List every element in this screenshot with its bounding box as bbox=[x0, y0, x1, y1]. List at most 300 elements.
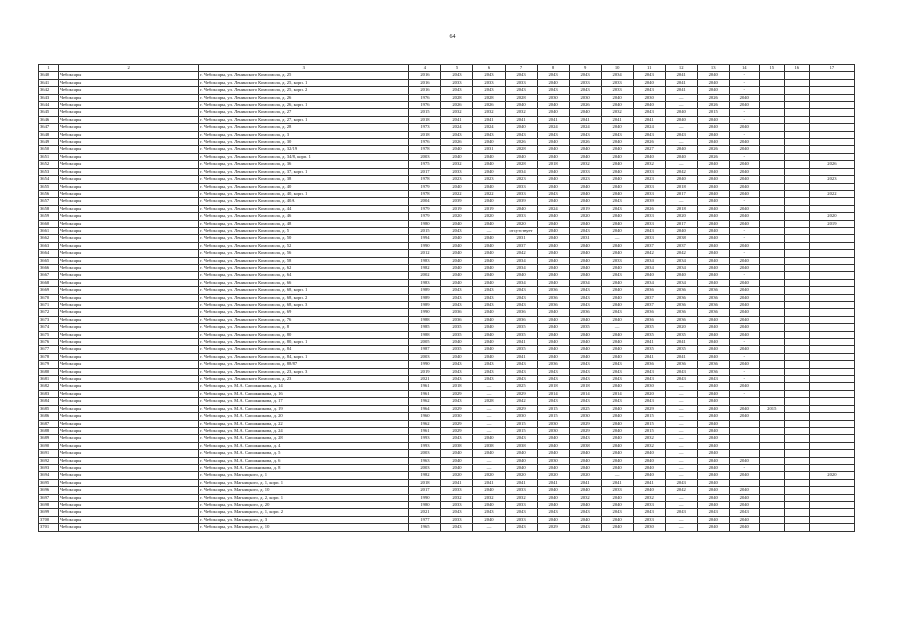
table-cell: 2040 bbox=[601, 524, 633, 531]
table-cell bbox=[784, 420, 809, 427]
table-cell bbox=[809, 494, 854, 501]
table-cell: 1990 bbox=[409, 242, 441, 249]
column-header: 7 bbox=[505, 65, 537, 72]
table-cell: 2043 bbox=[665, 479, 697, 486]
table-cell: 2034 bbox=[633, 264, 665, 271]
table-cell: г. Чебоксары, ул. Магницкого, д. 1, корп. 2 bbox=[199, 509, 409, 516]
table-cell bbox=[809, 450, 854, 457]
table-cell: 2036 bbox=[665, 361, 697, 368]
table-cell: 3659 bbox=[39, 213, 59, 220]
table-cell: 2040 bbox=[697, 442, 729, 449]
table-cell bbox=[809, 524, 854, 531]
table-cell: 2024 bbox=[633, 124, 665, 131]
table-cell: 2036 bbox=[441, 309, 473, 316]
table-cell: - bbox=[729, 339, 759, 346]
table-cell bbox=[759, 220, 784, 227]
table-cell: 2040 bbox=[473, 198, 505, 205]
table-cell: 1988 bbox=[409, 331, 441, 338]
table-row bbox=[39, 124, 855, 131]
table-cell bbox=[759, 339, 784, 346]
table-cell: 2041 bbox=[505, 479, 537, 486]
table-cell: 3665 bbox=[39, 257, 59, 264]
table-cell: 2040 bbox=[601, 405, 633, 412]
table-cell bbox=[729, 420, 759, 427]
table-row bbox=[39, 501, 855, 508]
table-cell: 2040 bbox=[601, 413, 633, 420]
table-cell bbox=[784, 153, 809, 160]
table-row bbox=[39, 376, 855, 383]
table-cell: 2040 bbox=[601, 153, 633, 160]
table-cell bbox=[784, 190, 809, 197]
table-cell: 2020 bbox=[441, 213, 473, 220]
table-cell: Чебоксары bbox=[59, 124, 199, 131]
table-cell bbox=[759, 153, 784, 160]
table-cell: 2040 bbox=[601, 331, 633, 338]
table-cell bbox=[759, 287, 784, 294]
table-row bbox=[39, 190, 855, 197]
table-cell: 2040 bbox=[697, 346, 729, 353]
table-cell: 2040 bbox=[601, 383, 633, 390]
table-cell: 2033 bbox=[569, 168, 601, 175]
table-cell: г. Чебоксары, ул. Ленинского Комсомола, д. 88/87 bbox=[199, 361, 409, 368]
table-cell: 2022 bbox=[473, 190, 505, 197]
table-cell: 2043 bbox=[441, 131, 473, 138]
table-cell: 2023 bbox=[473, 176, 505, 183]
table-cell: Чебоксары bbox=[59, 139, 199, 146]
table-cell: 2019 bbox=[809, 220, 854, 227]
table-cell bbox=[784, 102, 809, 109]
table-cell: 3674 bbox=[39, 324, 59, 331]
table-cell bbox=[784, 324, 809, 331]
table-cell: г. Чебоксары, ул. Ленинского Комсомола, д. 26, корп. 1 bbox=[199, 102, 409, 109]
table-cell: 2040 bbox=[601, 242, 633, 249]
table-cell bbox=[809, 124, 854, 131]
table-cell: 2036 bbox=[537, 361, 569, 368]
table-cell: 3652 bbox=[39, 161, 59, 168]
table-cell: 1965 bbox=[409, 524, 441, 531]
table-cell: 3683 bbox=[39, 390, 59, 397]
table-cell bbox=[784, 487, 809, 494]
table-cell bbox=[759, 102, 784, 109]
table-cell bbox=[759, 464, 784, 471]
table-cell: 2040 bbox=[633, 472, 665, 479]
table-cell: г. Чебоксары, ул. Ленинского Комсомола, д. 5 bbox=[199, 227, 409, 234]
table-cell: — bbox=[665, 464, 697, 471]
table-cell: г. Чебоксары, ул. Магницкого, д. 3 bbox=[199, 516, 409, 523]
table-cell: 2040 bbox=[441, 272, 473, 279]
table-cell: 2041 bbox=[473, 479, 505, 486]
table-cell: 3701 bbox=[39, 524, 59, 531]
table-cell: г. Чебоксары, ул. Ленинского Комсомола, д. 80, корп. 1 bbox=[199, 339, 409, 346]
table-cell: 2040 bbox=[697, 79, 729, 86]
table-cell: 2031 bbox=[505, 235, 537, 242]
table-cell: 1962 bbox=[409, 398, 441, 405]
table-cell: 2040 bbox=[729, 124, 759, 131]
table-cell: 2040 bbox=[729, 161, 759, 168]
table-cell: 2033 bbox=[633, 235, 665, 242]
table-cell: Чебоксары bbox=[59, 250, 199, 257]
table-cell: 2040 bbox=[697, 339, 729, 346]
table-cell: 2041 bbox=[537, 479, 569, 486]
table-cell: 3667 bbox=[39, 272, 59, 279]
table-cell: 2040 bbox=[729, 487, 759, 494]
table-cell: 2026 bbox=[697, 102, 729, 109]
table-cell bbox=[809, 420, 854, 427]
table-cell: 2040 bbox=[537, 346, 569, 353]
table-cell: 2033 bbox=[505, 190, 537, 197]
table-cell bbox=[759, 116, 784, 123]
table-cell: 2043 bbox=[505, 131, 537, 138]
table-cell bbox=[809, 146, 854, 153]
table-cell: 2042 bbox=[665, 168, 697, 175]
table-cell: 3689 bbox=[39, 435, 59, 442]
table-row bbox=[39, 79, 855, 86]
table-cell: 2041 bbox=[505, 339, 537, 346]
table-cell bbox=[809, 413, 854, 420]
table-cell: 2033 bbox=[633, 213, 665, 220]
table-cell: 2040 bbox=[473, 487, 505, 494]
table-cell bbox=[759, 361, 784, 368]
table-row bbox=[39, 161, 855, 168]
table-cell: 2043 bbox=[505, 294, 537, 301]
column-header: 14 bbox=[729, 65, 759, 72]
table-cell: 2036 bbox=[537, 294, 569, 301]
table-cell: 2040 bbox=[697, 124, 729, 131]
table-cell: г. Чебоксары, ул. Ленинского Комсомола, д. 40А bbox=[199, 198, 409, 205]
table-cell: 2043 bbox=[633, 398, 665, 405]
table-cell: 2043 bbox=[441, 294, 473, 301]
table-cell bbox=[809, 324, 854, 331]
table-cell: 1976 bbox=[409, 102, 441, 109]
table-cell: 2043 bbox=[537, 190, 569, 197]
table-cell: 2040 bbox=[473, 257, 505, 264]
table-cell: 2043 bbox=[441, 302, 473, 309]
table-cell: 2040 bbox=[473, 309, 505, 316]
table-cell: 2029 bbox=[441, 405, 473, 412]
table-cell bbox=[784, 109, 809, 116]
table-cell: 2024 bbox=[537, 205, 569, 212]
table-cell: 2040 bbox=[633, 464, 665, 471]
table-cell: 2040 bbox=[537, 102, 569, 109]
table-cell: 3649 bbox=[39, 139, 59, 146]
table-cell: Чебоксары bbox=[59, 294, 199, 301]
table-cell: 2040 bbox=[537, 324, 569, 331]
table-cell bbox=[809, 153, 854, 160]
table-cell: Чебоксары bbox=[59, 383, 199, 390]
table-cell: 2040 bbox=[697, 139, 729, 146]
table-cell: 2023 bbox=[633, 176, 665, 183]
table-cell: г. Чебоксары, ул. Ленинского Комсомола, д. 44 bbox=[199, 205, 409, 212]
table-cell: 2041 bbox=[665, 72, 697, 79]
table-cell: 2032 bbox=[601, 109, 633, 116]
table-cell: — bbox=[473, 427, 505, 434]
table-cell: Чебоксары bbox=[59, 264, 199, 271]
table-cell bbox=[809, 279, 854, 286]
table-cell: 2040 bbox=[729, 331, 759, 338]
table-row bbox=[39, 516, 855, 523]
table-cell: 2040 bbox=[729, 294, 759, 301]
table-cell: 2028 bbox=[505, 161, 537, 168]
table-cell: 2041 bbox=[633, 353, 665, 360]
table-cell: 3681 bbox=[39, 376, 59, 383]
table-cell bbox=[784, 435, 809, 442]
table-cell: 2040 bbox=[601, 287, 633, 294]
table-cell: 2036 bbox=[441, 316, 473, 323]
table-cell: г. Чебоксары, ул. М.А. Сапожникова, д. 17 bbox=[199, 398, 409, 405]
table-row bbox=[39, 368, 855, 375]
table-cell: 2033 bbox=[505, 79, 537, 86]
table-cell: 2040 bbox=[441, 264, 473, 271]
table-cell: 2027 bbox=[633, 146, 665, 153]
table-cell: 2026 bbox=[697, 146, 729, 153]
table-cell: 2014 bbox=[601, 390, 633, 397]
table-cell: - bbox=[729, 87, 759, 94]
table-cell: Чебоксары bbox=[59, 324, 199, 331]
table-row bbox=[39, 457, 855, 464]
table-cell: 2043 bbox=[473, 87, 505, 94]
table-cell: - bbox=[729, 390, 759, 397]
table-row bbox=[39, 250, 855, 257]
table-cell bbox=[759, 457, 784, 464]
table-cell: 2022 bbox=[441, 190, 473, 197]
table-cell bbox=[809, 516, 854, 523]
table-cell: 2040 bbox=[665, 176, 697, 183]
table-cell bbox=[759, 72, 784, 79]
table-cell: 2014 bbox=[569, 390, 601, 397]
table-cell bbox=[784, 405, 809, 412]
table-cell: 2042 bbox=[665, 487, 697, 494]
table-cell: 2042 bbox=[505, 250, 537, 257]
table-cell: 2030 bbox=[537, 457, 569, 464]
table-cell bbox=[759, 509, 784, 516]
table-cell: 2016 bbox=[409, 87, 441, 94]
table-cell: 2039 bbox=[633, 198, 665, 205]
table-cell: 1973 bbox=[409, 124, 441, 131]
table-row bbox=[39, 524, 855, 531]
table-cell: - bbox=[729, 227, 759, 234]
table-cell: 2018 bbox=[441, 383, 473, 390]
table-cell: г. Чебоксары, ул. Магницкого, д. 10 bbox=[199, 487, 409, 494]
table-cell: — bbox=[665, 442, 697, 449]
table-cell: г. Чебоксары, ул. М.А. Сапожникова, д. 14 bbox=[199, 383, 409, 390]
table-cell bbox=[759, 242, 784, 249]
table-cell: 2040 bbox=[729, 102, 759, 109]
table-cell bbox=[784, 183, 809, 190]
table-cell: 2040 bbox=[601, 427, 633, 434]
table-cell: — bbox=[665, 94, 697, 101]
table-cell: 2040 bbox=[697, 324, 729, 331]
table-cell bbox=[759, 139, 784, 146]
table-cell: 2043 bbox=[537, 398, 569, 405]
table-cell: 2040 bbox=[537, 139, 569, 146]
table-cell: Чебоксары bbox=[59, 442, 199, 449]
table-cell: 2037 bbox=[633, 294, 665, 301]
table-cell: 2038 bbox=[473, 442, 505, 449]
table-cell: Чебоксары bbox=[59, 183, 199, 190]
table-cell: Чебоксары bbox=[59, 464, 199, 471]
table-cell bbox=[759, 190, 784, 197]
table-cell: 2015 bbox=[537, 405, 569, 412]
table-cell: 2040 bbox=[729, 190, 759, 197]
table-cell: 2041 bbox=[633, 339, 665, 346]
table-cell: 2040 bbox=[601, 457, 633, 464]
table-row bbox=[39, 302, 855, 309]
table-cell: 2019 bbox=[569, 205, 601, 212]
table-row bbox=[39, 450, 855, 457]
table-cell: 2028 bbox=[473, 398, 505, 405]
table-cell: г. Чебоксары, ул. Ленинского Комсомола, д. 32/19 bbox=[199, 146, 409, 153]
table-cell: 2041 bbox=[505, 353, 537, 360]
table-cell: 2040 bbox=[633, 153, 665, 160]
table-cell bbox=[809, 346, 854, 353]
table-cell: г. Чебоксары, ул. Ленинского Комсомола, д. 40 bbox=[199, 183, 409, 190]
table-cell: 3657 bbox=[39, 198, 59, 205]
table-cell: 3696 bbox=[39, 487, 59, 494]
table-cell: 2023 bbox=[809, 176, 854, 183]
table-cell: 1962 bbox=[409, 420, 441, 427]
table-cell: г. Чебоксары, ул. Ленинского Комсомола, д. 8 bbox=[199, 324, 409, 331]
table-cell: 2026 bbox=[633, 139, 665, 146]
table-cell: Чебоксары bbox=[59, 87, 199, 94]
table-cell: 2043 bbox=[473, 509, 505, 516]
table-row bbox=[39, 220, 855, 227]
table-cell: Чебоксары bbox=[59, 198, 199, 205]
table-cell: 2040 bbox=[601, 294, 633, 301]
table-cell: 2040 bbox=[697, 235, 729, 242]
table-cell: 2036 bbox=[633, 309, 665, 316]
table-cell: 3641 bbox=[39, 79, 59, 86]
column-header: 4 bbox=[409, 65, 441, 72]
table-cell: — bbox=[665, 494, 697, 501]
table-cell bbox=[759, 146, 784, 153]
table-cell: 2043 bbox=[441, 368, 473, 375]
table-cell bbox=[759, 161, 784, 168]
table-cell: 3685 bbox=[39, 405, 59, 412]
table-cell: 3656 bbox=[39, 190, 59, 197]
table-cell: 2016 bbox=[409, 72, 441, 79]
table-cell: 2040 bbox=[697, 353, 729, 360]
table-cell: 2040 bbox=[441, 339, 473, 346]
table-row bbox=[39, 331, 855, 338]
table-cell: г. Чебоксары, ул. Магницкого, д. 1, корп. 1 bbox=[199, 479, 409, 486]
table-cell: 2043 bbox=[569, 87, 601, 94]
table-cell: 3676 bbox=[39, 339, 59, 346]
table-cell: — bbox=[665, 124, 697, 131]
table-cell: 2029 bbox=[441, 390, 473, 397]
table-cell: 2041 bbox=[633, 479, 665, 486]
table-cell bbox=[809, 390, 854, 397]
table-cell: 2035 bbox=[665, 346, 697, 353]
table-cell: — bbox=[665, 161, 697, 168]
table-cell: 2043 bbox=[569, 72, 601, 79]
table-cell: 2026 bbox=[633, 205, 665, 212]
table-cell: 3677 bbox=[39, 346, 59, 353]
table-cell: 2040 bbox=[473, 242, 505, 249]
table-cell bbox=[809, 464, 854, 471]
table-cell: 3693 bbox=[39, 464, 59, 471]
table-cell: — bbox=[473, 413, 505, 420]
table-cell: 3645 bbox=[39, 109, 59, 116]
table-cell: 2015 bbox=[759, 405, 784, 412]
table-cell: — bbox=[665, 420, 697, 427]
table-row bbox=[39, 264, 855, 271]
table-cell: 2040 bbox=[537, 494, 569, 501]
table-cell: 2015 bbox=[697, 109, 729, 116]
table-cell bbox=[784, 146, 809, 153]
table-cell: 2033 bbox=[441, 516, 473, 523]
table-cell: 3690 bbox=[39, 442, 59, 449]
table-cell: Чебоксары bbox=[59, 316, 199, 323]
table-cell: 2040 bbox=[729, 287, 759, 294]
table-cell: 2032 bbox=[505, 109, 537, 116]
table-cell: 2040 bbox=[537, 242, 569, 249]
table-cell bbox=[729, 479, 759, 486]
column-header: 8 bbox=[537, 65, 569, 72]
table-cell bbox=[784, 87, 809, 94]
table-cell: 2043 bbox=[441, 509, 473, 516]
table-cell: 2040 bbox=[569, 450, 601, 457]
column-header: 13 bbox=[697, 65, 729, 72]
table-cell: 2040 bbox=[729, 302, 759, 309]
table-cell: 2040 bbox=[697, 472, 729, 479]
table-cell: 2033 bbox=[505, 487, 537, 494]
table-cell: 2043 bbox=[601, 198, 633, 205]
table-cell: 2040 bbox=[729, 220, 759, 227]
table-cell: 2035 bbox=[505, 324, 537, 331]
table-cell: 3679 bbox=[39, 361, 59, 368]
table-cell: 2030 bbox=[505, 413, 537, 420]
table-cell bbox=[784, 264, 809, 271]
table-cell: 2041 bbox=[601, 116, 633, 123]
table-cell: Чебоксары bbox=[59, 435, 199, 442]
table-cell: 2043 bbox=[633, 376, 665, 383]
table-cell: 2016 bbox=[409, 79, 441, 86]
table-cell bbox=[809, 427, 854, 434]
table-cell: 2043 bbox=[569, 294, 601, 301]
table-cell: 2034 bbox=[665, 257, 697, 264]
table-cell: 2040 bbox=[601, 227, 633, 234]
table-cell: г. Чебоксары, ул. Ленинского Комсомола, д. 80 bbox=[199, 331, 409, 338]
table-cell: 2040 bbox=[537, 227, 569, 234]
table-cell: 2043 bbox=[441, 87, 473, 94]
table-row bbox=[39, 205, 855, 212]
table-cell: 2040 bbox=[697, 198, 729, 205]
table-row bbox=[39, 435, 855, 442]
table-cell: 2040 bbox=[697, 457, 729, 464]
table-cell: 2040 bbox=[473, 220, 505, 227]
table-cell: 2034 bbox=[505, 279, 537, 286]
table-cell: 2040 bbox=[665, 116, 697, 123]
table-cell bbox=[784, 479, 809, 486]
table-cell bbox=[784, 242, 809, 249]
table-cell: 2034 bbox=[633, 279, 665, 286]
table-cell: 1993 bbox=[409, 442, 441, 449]
table-cell: 3661 bbox=[39, 227, 59, 234]
table-cell: 2035 bbox=[441, 331, 473, 338]
table-cell: — bbox=[665, 413, 697, 420]
table-cell: 2033 bbox=[441, 487, 473, 494]
table-cell: 1979 bbox=[409, 205, 441, 212]
table-cell: 2043 bbox=[665, 376, 697, 383]
table-cell: 2020 bbox=[441, 472, 473, 479]
table-cell bbox=[809, 272, 854, 279]
table-cell: 2040 bbox=[569, 457, 601, 464]
table-cell: 2040 bbox=[537, 79, 569, 86]
table-cell: г. Чебоксары, ул. Ленинского Комсомола, д. 58 bbox=[199, 257, 409, 264]
table-cell: 2040 bbox=[697, 279, 729, 286]
table-cell: 2043 bbox=[601, 309, 633, 316]
table-cell: 2023 bbox=[505, 176, 537, 183]
